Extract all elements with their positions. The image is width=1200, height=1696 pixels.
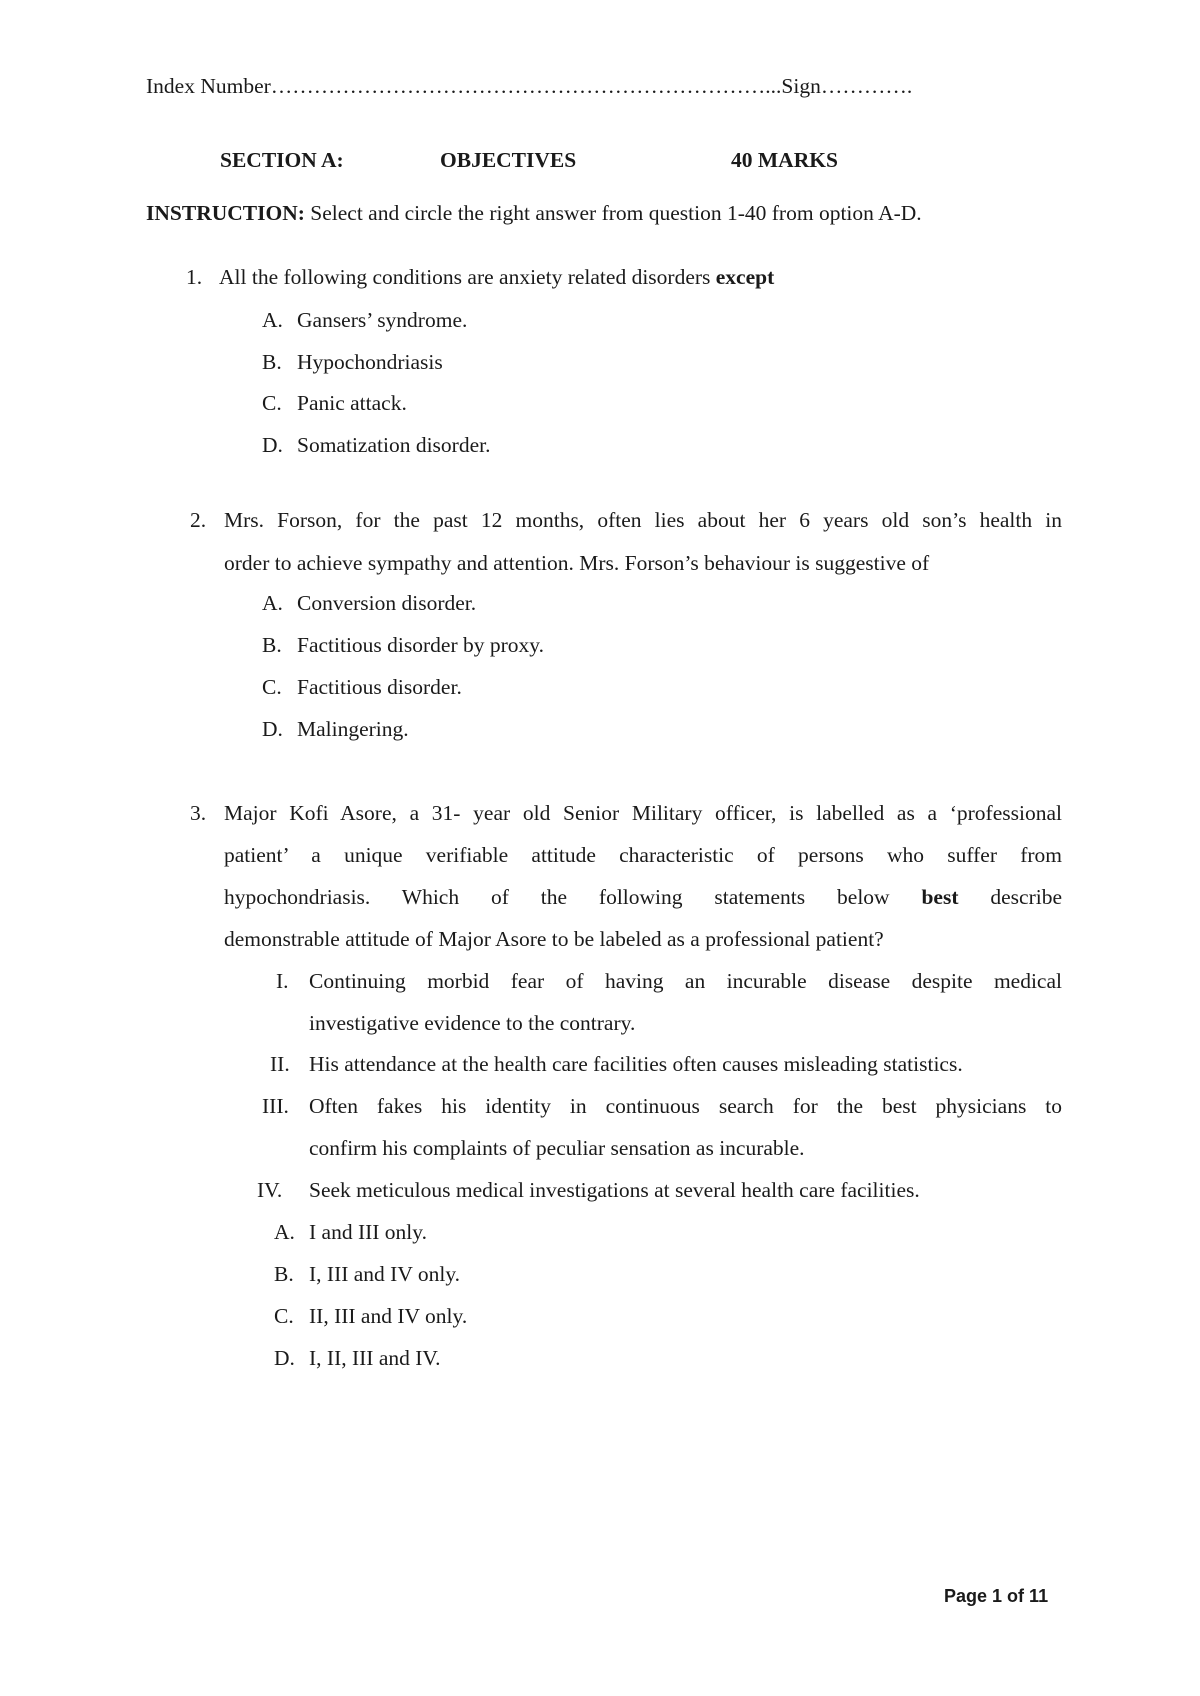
q2-option-letter: B.	[262, 633, 282, 657]
q1-stem-text: All the following conditions are anxiety related disorders	[219, 265, 716, 289]
q3-statement-line: His attendance at the health care facilities often causes misleading statistics.	[309, 1052, 963, 1076]
q1-option-letter: C.	[262, 391, 282, 415]
instruction	[146, 201, 922, 226]
page-label: Page	[944, 1586, 993, 1606]
instruction-label: INSTRUCTION:	[146, 201, 305, 225]
q3-option-letter: B.	[274, 1262, 294, 1286]
q3-stem-line: patient’ a unique verifiable attitude characteristic of persons who suffer from	[224, 843, 1062, 867]
q2-option-text: Conversion disorder.	[297, 591, 477, 615]
q3-stem-line: Major Kofi Asore, a 31- year old Senior Military officer, is labelled as a ‘professional	[224, 801, 1062, 825]
q3-option-text: I, III and IV only.	[309, 1262, 461, 1286]
q1-option-text: Somatization disorder.	[297, 433, 491, 457]
q3-option-text: II, III and IV only.	[309, 1304, 468, 1328]
section-objectives: OBJECTIVES	[440, 148, 577, 172]
index-number-label: Index Number	[146, 74, 271, 98]
sign-dots: ………….	[820, 74, 913, 98]
q2-option-text: Malingering.	[297, 717, 409, 741]
q3-stem-bold: best	[921, 885, 959, 909]
sign-label: Sign	[781, 74, 821, 98]
q3-stem-line: demonstrable attitude of Major Asore to be labeled as a professional patient?	[224, 927, 884, 951]
q1-option-text: Hypochondriasis	[297, 350, 443, 374]
q2-stem-line: Mrs. Forson, for the past 12 months, often lies about her 6 years old son’s health in	[224, 508, 1062, 532]
q3-statement-numeral: IV.	[257, 1178, 283, 1202]
q3-stem-text: describe	[990, 885, 1063, 909]
instruction-text: Select and circle the right answer from question 1-40 from option A-D.	[304, 201, 922, 225]
q2-stem-line: order to achieve sympathy and attention. Mrs. Forson’s behaviour is suggestive of	[224, 551, 930, 575]
q1-option-letter: D.	[262, 433, 283, 457]
q3-option-text: I, II, III and IV.	[309, 1346, 441, 1370]
q3-statement-line: investigative evidence to the contrary.	[309, 1011, 636, 1035]
page-footer	[944, 1586, 1048, 1607]
q3-stem-line	[224, 885, 1062, 910]
q3-statement-line: Seek meticulous medical investigations at several health care facilities.	[309, 1178, 920, 1202]
index-number-line	[146, 74, 912, 99]
q3-statement-numeral: III.	[262, 1094, 289, 1118]
q3-number: 3.	[190, 801, 207, 825]
q3-option-letter: A.	[274, 1220, 295, 1244]
q1-option-letter: A.	[262, 308, 283, 332]
q1-option-letter: B.	[262, 350, 282, 374]
q2-number: 2.	[190, 508, 207, 532]
q1-stem-bold: except	[715, 265, 775, 289]
page-total: 11	[1029, 1586, 1049, 1606]
q3-statement-line: confirm his complaints of peculiar sensation as incurable.	[309, 1136, 805, 1160]
q3-statement-line: Often fakes his identity in continuous search for the best physicians to	[309, 1094, 1062, 1118]
q1-option-text: Gansers’ syndrome.	[297, 308, 468, 332]
q3-statement-line: Continuing morbid fear of having an incurable disease despite medical	[309, 969, 1062, 993]
q3-statement-numeral: II.	[270, 1052, 290, 1076]
section-title: SECTION A:	[220, 148, 344, 172]
page-of-label: of	[1002, 1586, 1030, 1606]
q3-option-letter: D.	[274, 1346, 295, 1370]
q3-option-text: I and III only.	[309, 1220, 428, 1244]
q2-option-letter: C.	[262, 675, 282, 699]
q2-option-letter: D.	[262, 717, 283, 741]
section-marks: 40 MARKS	[731, 148, 838, 172]
q2-option-letter: A.	[262, 591, 283, 615]
q3-statement-numeral: I.	[276, 969, 289, 993]
q2-option-text: Factitious disorder by proxy.	[297, 633, 545, 657]
q3-option-letter: C.	[274, 1304, 294, 1328]
q3-stem-text: hypochondriasis. Which of the following statements below	[224, 885, 890, 909]
q1-option-text: Panic attack.	[297, 391, 407, 415]
q2-option-text: Factitious disorder.	[297, 675, 462, 699]
q1-stem	[219, 265, 774, 290]
index-number-dots: ……………………………………………………………...	[270, 74, 782, 98]
page-number: 1	[992, 1586, 1003, 1606]
q1-number: 1.	[186, 265, 203, 289]
